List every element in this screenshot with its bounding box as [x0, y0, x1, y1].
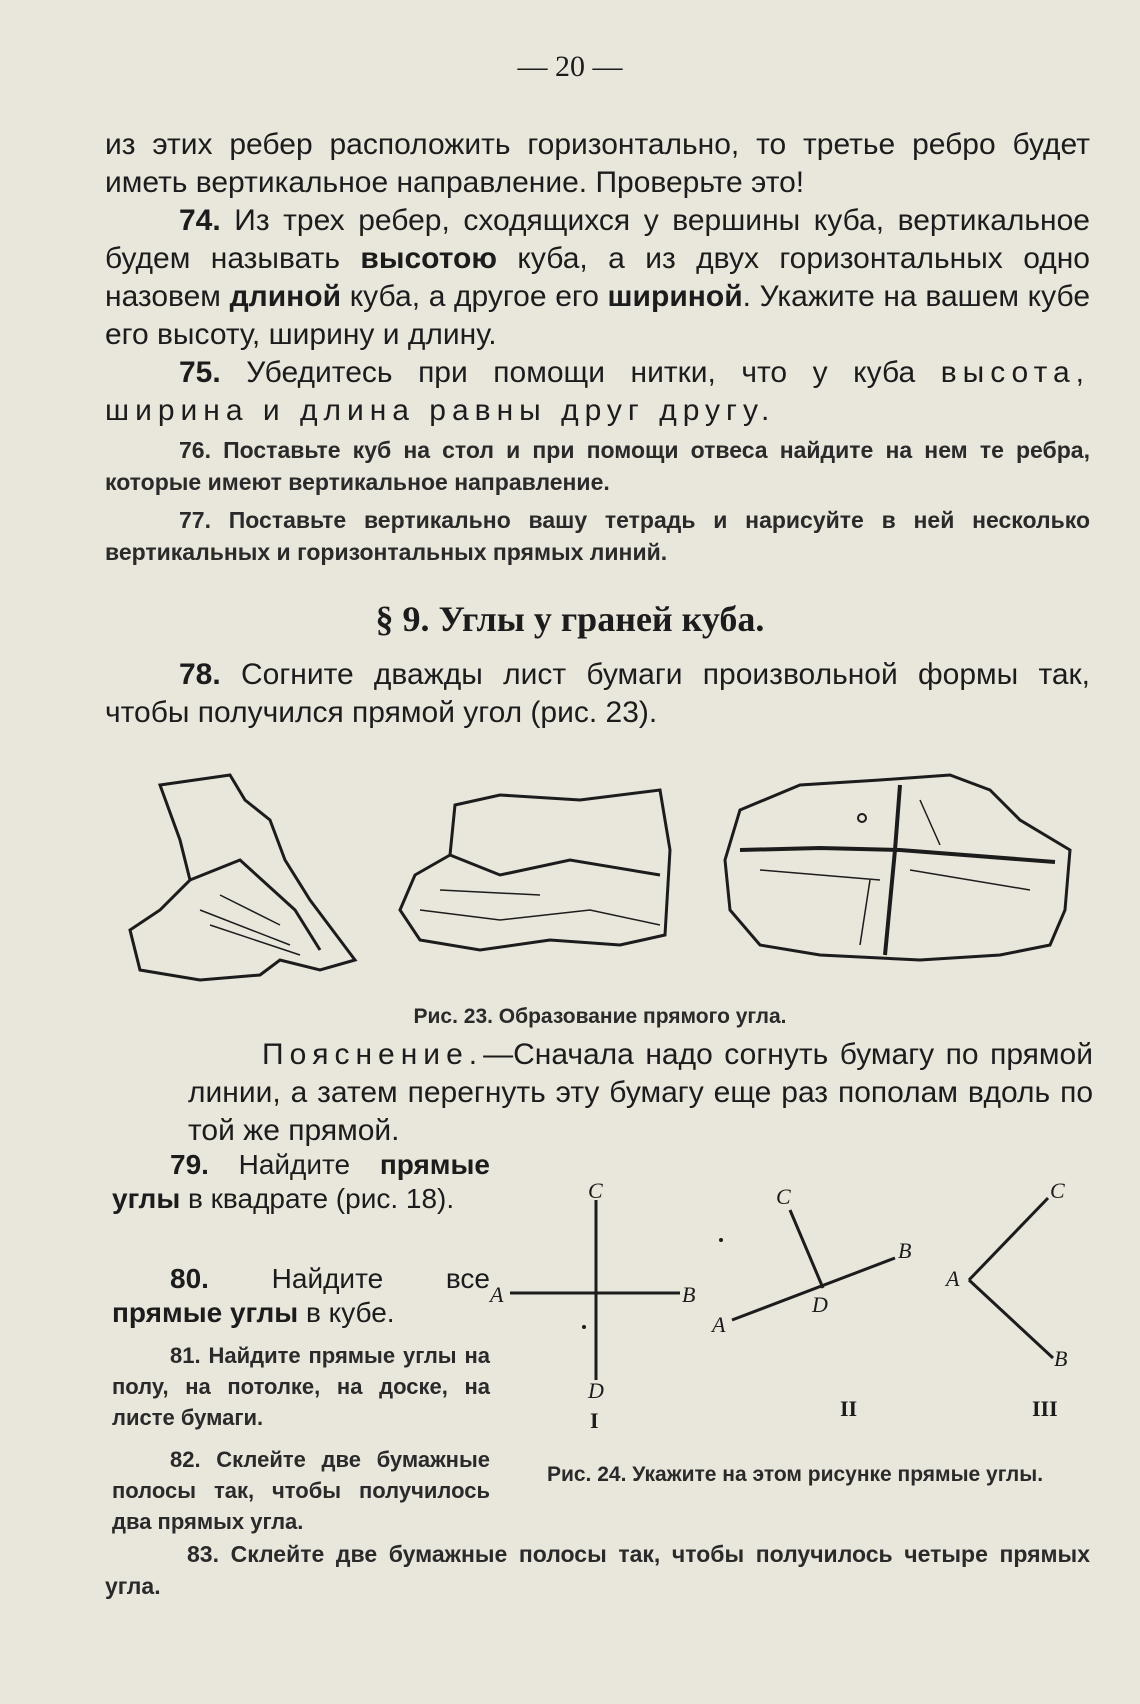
term-right-angles: прямые углы	[112, 1149, 490, 1214]
diagram-2-line-cd	[790, 1210, 823, 1288]
diagram-3-line-ab	[969, 1280, 1053, 1358]
item-76: 76. Поставьте куб на стол и при помощи отвеса найдите на нем те ребра, которые имеют вертикальное направление.	[105, 437, 1090, 495]
label-b: B	[1054, 1346, 1068, 1371]
figure-24	[480, 1160, 1100, 1430]
explanation: Пояснение.—Сначала надо согнуть бумагу по прямой линии, а затем перегнуть эту бумагу еще раз пополам вдоль по той же прямой.	[188, 1038, 1093, 1147]
figure-24-caption: Рис. 24. Укажите на этом рисунке прямые углы.	[546, 1463, 1044, 1486]
numeral-2: II	[840, 1396, 858, 1421]
numeral-1: I	[590, 1408, 599, 1430]
folded-paper-1	[130, 775, 355, 980]
item-number: 74.	[179, 204, 221, 237]
section-heading: § 9. Углы у граней куба.	[375, 599, 765, 639]
item-77: 77. Поставьте вертикально вашу тетрадь и нарисуйте в ней несколько вертикальных и горизонтальных прямых линий.	[105, 507, 1090, 565]
item-80: 80. Найдите все прямые углы в кубе.	[112, 1263, 490, 1328]
item-83: 83. Склейте две бумажные полосы так, чтобы получилось четыре прямых угла.	[105, 1541, 1090, 1599]
label-c: C	[1050, 1178, 1065, 1203]
spaced-text: высота, ширина и длина равны друг другу.	[105, 356, 1090, 427]
label-b: B	[898, 1238, 912, 1263]
spaced-text: Пояснение.	[262, 1038, 484, 1071]
item-79: 79. Найдите прямые углы в квадрате (рис. 18).	[112, 1149, 490, 1214]
paragraph-intro: из этих ребер расположить горизонтально, то третье ребро будет иметь вертикальное направление. Проверьте это!	[105, 128, 1090, 199]
item-74: 74. Из трех ребер, сходящихся у вершины куба, вертикальное будем называть высотою куба, а из двух горизонтальных одно назовем длиной куба, а другое его шириной. Укажите на вашем кубе его высоту, ширину и длину.	[105, 204, 1090, 351]
label-d: D	[588, 1378, 604, 1403]
item-81: 81. Найдите прямые углы на полу, на потолке, на доске, на листе бумаги.	[112, 1343, 490, 1430]
figure-23	[120, 760, 1080, 1000]
diagram-3-line-ac	[969, 1198, 1048, 1280]
label-c: C	[776, 1184, 791, 1209]
label-a: A	[946, 1266, 960, 1291]
item-82: 82. Склейте две бумажные полосы так, чтобы получилось два прямых угла.	[112, 1447, 490, 1534]
label-d: D	[812, 1292, 828, 1317]
item-number: 75.	[179, 356, 221, 389]
item-78: 78. Согните дважды лист бумаги произвольной формы так, чтобы получился прямой угол (рис. 23).	[105, 658, 1090, 729]
label-c: C	[588, 1178, 603, 1203]
figure-23-caption: Рис. 23. Образование прямого угла.	[413, 1005, 787, 1028]
term-length: длиной	[229, 280, 342, 313]
term-right-angles: прямые углы	[112, 1297, 299, 1328]
page-number: — 20 —	[517, 50, 623, 83]
item-number: 78.	[179, 658, 221, 691]
term-height: высотою	[360, 242, 497, 275]
label-a: A	[712, 1312, 726, 1337]
label-a: A	[490, 1282, 504, 1307]
numeral-3: III	[1032, 1396, 1058, 1421]
label-b: B	[682, 1282, 696, 1307]
item-75: 75. Убедитесь при помощи нитки, что у куба высота, ширина и длина равны друг другу.	[105, 356, 1090, 427]
term-width: шириной	[607, 280, 743, 313]
